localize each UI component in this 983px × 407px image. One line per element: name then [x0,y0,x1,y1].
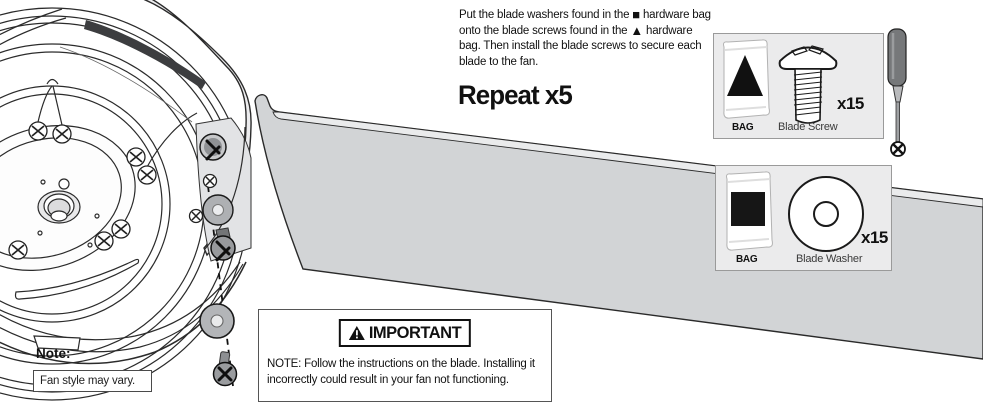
note-text: Fan style may vary. [40,375,136,387]
installed-screw-icon [200,134,226,160]
triangle-bag-glyph: ▲ [630,22,644,38]
important-header-label: IMPORTANT [368,323,462,342]
instruction-text [459,8,713,70]
blade-washer-box [715,165,892,271]
exploded-hardware [200,304,237,386]
item-label: Blade Washer [796,253,863,265]
bracket-washer-icon [203,195,233,225]
important-header [339,319,471,347]
instruction-part1: Put the blade washers found in the [459,9,633,21]
blade-washer-icon [786,174,866,254]
bag-label: BAG [736,254,758,265]
exploded-screw-icon [214,352,237,386]
note-heading: Note: [36,346,71,361]
instruction-part2: hardware bag onto the blade screws found in the [459,9,711,37]
small-screw-icon [190,210,203,223]
screwdriver-icon [884,27,912,157]
small-screw-icon [204,175,217,188]
important-body: NOTE: Follow the instructions on the blade. Installing it incorrectly could result in your fan not functioning. [267,358,535,386]
blade-screw-box [713,33,884,139]
exploded-washer-icon [200,304,234,338]
important-box [258,309,552,402]
note-box [33,370,152,392]
square-bag-icon [720,170,776,255]
bag-label: BAG [732,122,754,133]
quantity-label: x15 [837,94,864,113]
square-bag-glyph: ■ [632,7,640,22]
repeat-heading: Repeat x5 [458,80,572,110]
item-label: Blade Screw [778,121,838,133]
warning-triangle-icon [349,326,365,340]
quantity-label: x15 [861,228,888,247]
instruction-part3: hardware bag. Then install the blade screws to secure each blade to the fan. [459,24,702,68]
triangle-bag-icon [717,38,773,123]
blade-screw-icon [772,36,844,126]
